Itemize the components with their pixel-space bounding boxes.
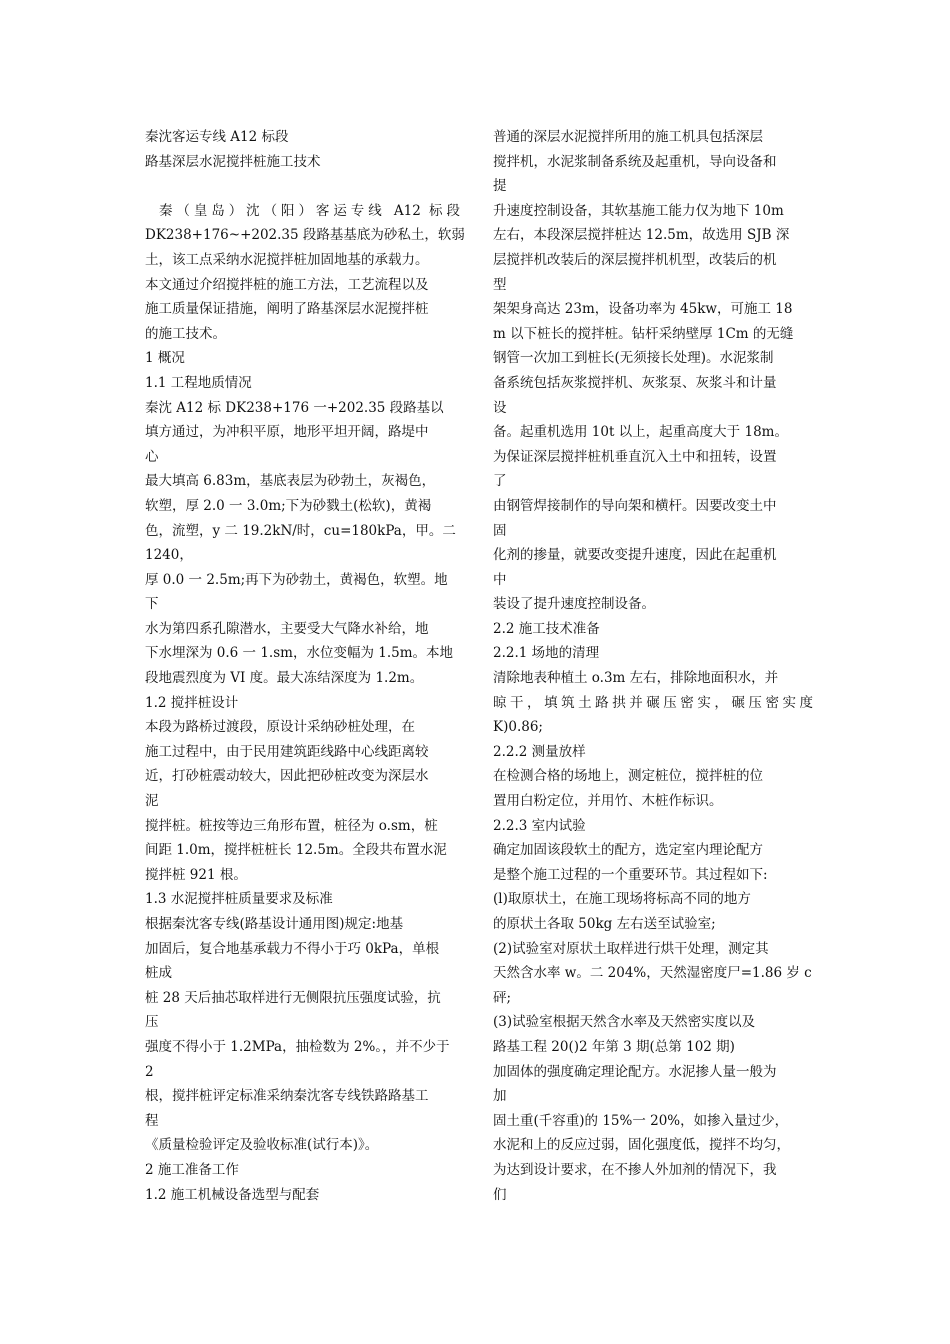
text-line: 2.2.1 场地的清理 — [493, 645, 600, 662]
text-line: 加固体的强度确定理论配方。水泥掺人量一般为 — [493, 1063, 777, 1080]
left-column — [145, 125, 465, 1207]
text-line: 确定加固该段软土的配方，选定室内理论配方 — [493, 842, 763, 859]
text-line: 1.3 水泥搅拌桩质量要求及标准 — [145, 891, 333, 908]
text-line: 天然含水率 w。二 204%，天然湿密度尸=1.86 岁 c — [493, 965, 812, 982]
text-line: 置用白粉定位，并用竹、木桩作标识。 — [493, 793, 723, 810]
text-line: 2.2.3 室内试验 — [493, 817, 586, 834]
text-line: 搅拌桩。桩按等边三角形布置，桩径为 o.sm，桩 — [145, 817, 438, 834]
text-line: 提 — [493, 178, 507, 195]
text-line: 们 — [493, 1186, 507, 1203]
text-line: 根据秦沈客专线(路基设计通用图)规定:地基 — [145, 916, 404, 932]
text-line: 备。起重机选用 10t 以上，起重高度大于 18m。 — [493, 424, 788, 441]
text-line: 施工过程中，由于民用建筑距线路中心线距离较 — [145, 743, 429, 760]
right-column — [493, 125, 813, 1207]
text-line: 1240， — [145, 547, 193, 564]
text-line: 为达到设计要求，在不掺人外加剂的情况下，我 — [493, 1161, 777, 1178]
text-line: 水泥和上的反应过弱，固化强度低，搅拌不均匀， — [493, 1137, 790, 1154]
text-line: 秦（皇岛）沈（阳）客运专线 A12 标段 — [159, 202, 460, 219]
text-line: 近，打砂桩震动较大，因此把砂桩改变为深层水 — [145, 768, 429, 785]
text-line: 普通的深层水泥搅拌所用的施工机具包括深层 — [493, 129, 763, 145]
text-line: 的施工技术。 — [145, 325, 226, 342]
text-line: 的原状土各取 50kg 左右送至试验室; — [493, 916, 716, 932]
text-line: 桩成 — [145, 965, 172, 982]
text-line: (3)试验室根据天然含水率及天然密实度以及 — [493, 1014, 756, 1031]
text-line: 压 — [145, 1014, 159, 1031]
text-line: 2 — [145, 1063, 154, 1080]
text-line: 备系统包括灰浆搅拌机、灰浆泵、灰浆斗和计量 — [493, 374, 777, 391]
text-line: 1.2 施工机械设备选型与配套 — [145, 1186, 320, 1203]
text-line: 软塑，厚 2.0 一 3.0m;下为砂戮土(松软)，黄褐 — [145, 497, 432, 514]
text-line: 填方通过，为冲积平原，地形平坦开阔，路堤中 — [145, 424, 429, 441]
text-line: 《质量检验评定及验收标准(试行本)》。 — [145, 1137, 379, 1154]
text-line: (2)试验室对原状土取样进行烘干处理，测定其 — [493, 940, 769, 957]
text-line: 程 — [145, 1112, 159, 1129]
text-line: 清除地表种植土 o.3m 左右，排除地面积水，并 — [493, 670, 779, 687]
text-line: 晾干，填筑土路拱并碾压密实，碾压密实度 — [493, 694, 813, 711]
text-line: 1.1 工程地质情况 — [145, 374, 252, 391]
left-column-body — [145, 199, 465, 1207]
text-line: 2.2.2 测量放样 — [493, 743, 586, 760]
text-line: 2 施工准备工作 — [145, 1161, 239, 1178]
text-line: 1 概况 — [145, 350, 185, 367]
document-title: 秦沈客运专线 A12 标段 — [145, 129, 289, 145]
text-line: 本文通过介绍搅拌桩的施工方法，工艺流程以及 — [145, 276, 429, 293]
text-line: 段地震烈度为 VI 度。最大冻结深度为 1.2m。 — [145, 670, 424, 687]
text-line: 路基工程 20()2 年第 3 期(总第 102 期) — [493, 1038, 735, 1055]
text-line: 了 — [493, 473, 507, 490]
right-column-body — [493, 125, 813, 1207]
text-line: 心 — [145, 448, 159, 465]
text-line: 桩 28 天后抽芯取样进行无侧限抗压强度试验，抗 — [145, 989, 441, 1006]
text-line: (l)取原状土，在施工现场将标高不同的地方 — [493, 891, 751, 908]
text-line: 升速度控制设备，其软基施工能力仅为地下 10m — [493, 202, 784, 219]
text-line: 砰; — [493, 989, 512, 1006]
text-line: 1.2 搅拌桩设计 — [145, 694, 239, 711]
text-line: 在检测合格的场地上，测定桩位，搅拌桩的位 — [493, 768, 763, 785]
text-line: 左右，本段深层搅拌桩达 12.5m，故选用 SJB 深 — [493, 227, 790, 244]
text-line: 型 — [493, 276, 507, 293]
text-line: 由钢管焊接制作的导向架和横杆。因要改变土中 — [493, 497, 777, 514]
text-line: 下水埋深为 0.6 一 1.sm，水位变幅为 1.5m。本地 — [145, 645, 454, 662]
text-line: 架架身高达 23m，设备功率为 45kw，可施工 18 — [493, 301, 793, 318]
text-line: 施工质量保证措施，阐明了路基深层水泥搅拌桩 — [145, 301, 429, 318]
text-line: 色，流塑，y 二 19.2kN/时，cu=180kPa，甲。二 — [145, 522, 456, 539]
paragraph-gap — [145, 174, 460, 199]
text-line: 厚 0.0 一 2.5m;再下为砂勃土，黄褐色，软塑。地 — [145, 571, 448, 588]
text-line: 固 — [493, 522, 507, 539]
text-line: 加固后，复合地基承载力不得小于巧 0kPa，单根 — [145, 940, 440, 957]
text-line: 最大填高 6.83m，基底表层为砂勃土，灰褐色， — [145, 473, 436, 490]
document-subtitle: 路基深层水泥搅拌桩施工技术 — [145, 153, 321, 170]
text-line: 加 — [493, 1088, 507, 1105]
text-line: 设 — [493, 399, 507, 416]
text-line: m 以下桩长的搅拌桩。钻杆采纳壁厚 1Cm 的无缝 — [493, 325, 794, 342]
text-line: 强度不得小于 1.2MPa，抽检数为 2%。，并不少于 — [145, 1038, 450, 1055]
text-line: 为保证深层搅拌桩机垂直沉入土中和扭转，设置 — [493, 448, 777, 465]
text-line: K)0.86; — [493, 719, 543, 736]
text-line: 本段为路桥过渡段，原设计采纳砂桩处理，在 — [145, 719, 415, 736]
text-line: 装设了提升速度控制设备。 — [493, 596, 655, 613]
text-line: 间距 1.0m，搅拌桩桩长 12.5m。全段共布置水泥 — [145, 842, 447, 859]
text-line: DK238+176~+202.35 段路基基底为砂私土，软弱 — [145, 227, 465, 244]
text-line: 化剂的掺量，就要改变提升速度，因此在起重机 — [493, 547, 777, 564]
text-line: 搅拌桩 921 根。 — [145, 866, 247, 883]
text-line: 泥 — [145, 793, 159, 810]
text-line: 土，该工点采纳水泥搅拌桩加固地基的承载力。 — [145, 251, 429, 268]
text-line: 固土重(千容重)的 15%一 20%，如掺入量过少， — [493, 1112, 789, 1129]
text-line: 是整个施工过程的一个重要环节。其过程如下: — [493, 866, 768, 883]
text-line: 根，搅拌桩评定标准采纳秦沈客专线铁路路基工 — [145, 1088, 429, 1105]
text-line: 钢管一次加工到桩长(无须接长处理)。水泥浆制 — [493, 350, 774, 367]
text-line: 秦沈 A12 标 DK238+176 一+202.35 段路基以 — [145, 399, 444, 416]
text-line: 层搅拌机改装后的深层搅拌机机型，改装后的机 — [493, 251, 777, 268]
text-line: 2.2 施工技术准备 — [493, 620, 600, 637]
text-line: 中 — [493, 571, 507, 588]
text-line: 下 — [145, 596, 159, 613]
text-line: 水为第四系孔隙潜水，主要受大气降水补给，地 — [145, 620, 429, 637]
text-line: 搅拌机，水泥浆制备系统及起重机，导向设备和 — [493, 153, 777, 170]
